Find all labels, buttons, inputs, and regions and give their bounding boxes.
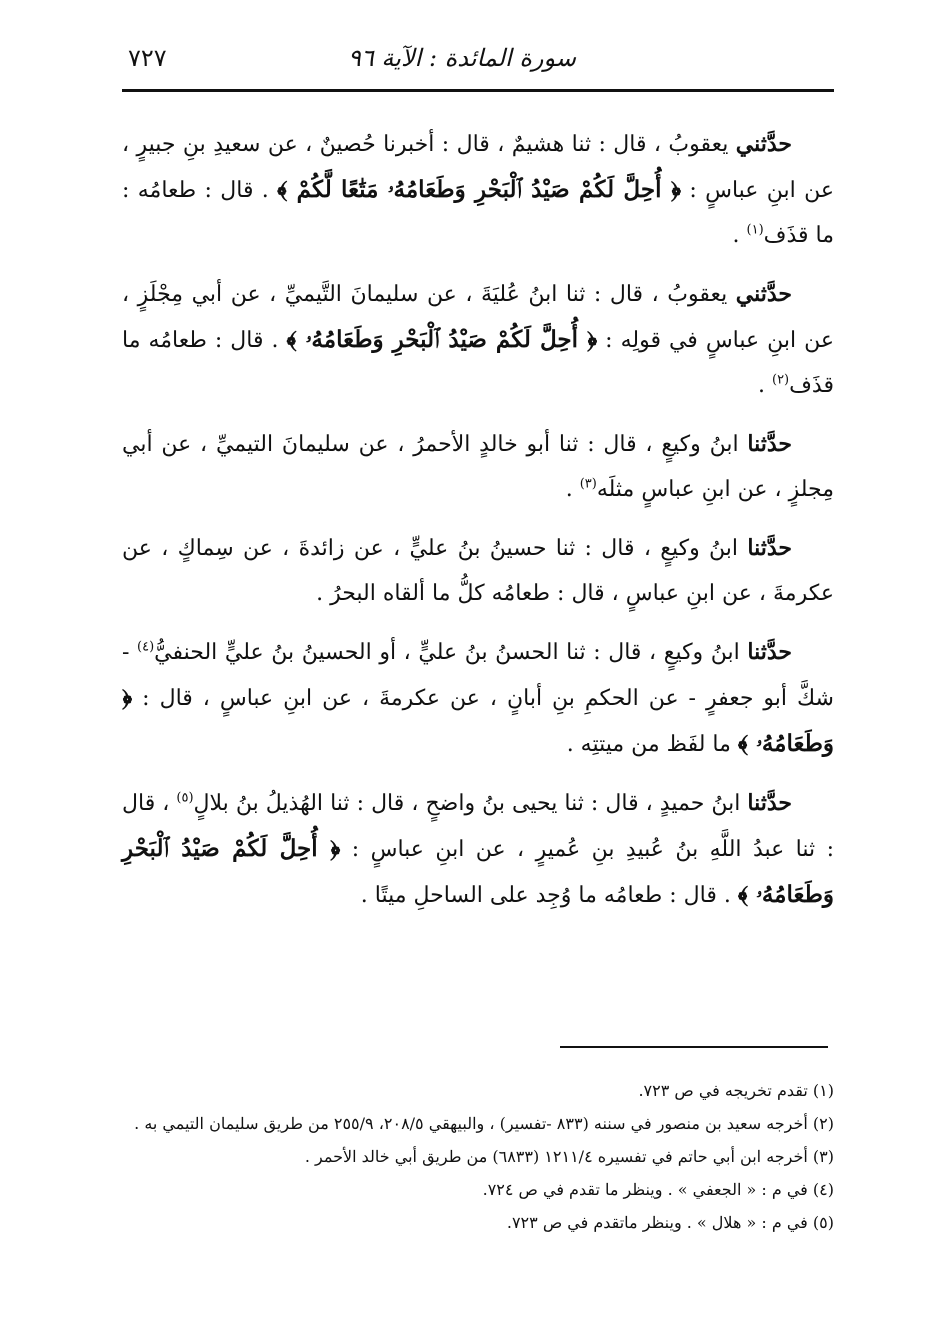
narration-end: . [565, 477, 580, 502]
narration-text-middle: - شكَّ أبو جعفرٍ - عن الحكمِ بنِ أبانٍ ، عن عكرمةَ ، عن ابنِ عباسٍ ، قال : [122, 640, 834, 711]
footnotes [122, 1074, 834, 1239]
quran-quote: ﴿ أُحِلَّ لَكُمْ صَيْدُ ٱلْبَحْرِ وَطَعَامُهُۥ مَتَٰعًا لَّكُمْ ﴾ [277, 176, 682, 203]
footnote-5: (٥) في م : « هلال » . وينظر ماتقدم في ص ٧٢٣. [506, 1213, 834, 1232]
page-number: ٧٢٧ [128, 44, 167, 72]
quran-quote: ﴿ أُحِلَّ لَكُمْ صَيْدُ ٱلْبَحْرِ وَطَعَامُهُۥ ﴾ [286, 326, 598, 353]
footnote-4: (٤) في م : « الجعفي » . وينظر ما تقدم في ص ٧٢٤. [482, 1180, 834, 1199]
footnote-separator [560, 1046, 828, 1048]
hadith-paragraph-4 [122, 526, 834, 616]
narration-text: ابنُ وكيعٍ ، قال : ثنا أبو خالدٍ الأحمرُ ، عن سليمانَ التيميِّ ، عن أبي مِجلزٍ ، عن ابنِ عباسٍ مثلَه [122, 432, 834, 502]
running-title: سورة المائدة : الآية ٩٦ [348, 44, 576, 72]
quran-quote: ﴿ وَطَعَامُهُۥ ﴾ [122, 684, 834, 757]
footnote-ref-3[interactable]: (٣) [579, 476, 597, 492]
narration-text-after: ما لفَظ من ميتتِه . [566, 732, 738, 757]
hadith-paragraph-3 [122, 422, 834, 512]
narration-text: ابنُ حميدٍ ، قال : ثنا يحيى بنُ واضحٍ ، قال : ثنا الهُذيلُ بنُ بلالٍ [193, 791, 748, 816]
footnote-3: (٣) أخرجه ابن أبي حاتم في تفسيره ١٢١١/٤ (٦٨٣٣) من طريق أبي خالد الأحمر . [304, 1147, 834, 1166]
footnote-ref-4[interactable]: (٤) [137, 639, 155, 655]
page-header [122, 38, 834, 88]
header-rule [122, 89, 834, 92]
main-text [122, 122, 834, 932]
narration-text: ابنُ وكيعٍ ، قال : ثنا حسينُ بنُ عليٍّ ، عن زائدةَ ، عن سِماكٍ ، عن عكرمةَ ، عن ابنِ عباسٍ ، قال : طعامُه كلُّ ما ألقاه البحرُ . [122, 536, 834, 606]
hadith-paragraph-5 [122, 630, 834, 767]
narration-lead: حدَّثني [735, 131, 792, 157]
footnote-ref-2[interactable]: (٢) [771, 372, 790, 388]
hadith-paragraph-2 [122, 272, 834, 408]
narration-lead: حدَّثنا [747, 639, 792, 665]
narration-lead: حدَّثني [735, 281, 792, 307]
footnote-ref-5[interactable]: (٥) [176, 790, 194, 806]
footnote-ref-1[interactable]: (١) [746, 222, 764, 238]
narration-end: . [757, 373, 772, 398]
narration-text: يعقوبُ ، قال : ثنا ابنُ عُليَةَ ، عن سليمانَ التَّيميِّ ، عن أبي مِجْلَزٍ ، عن ابنِ عباسٍ في قولِه : [122, 282, 834, 353]
narration-end: . [732, 223, 747, 248]
narration-text-after: . قال : طعامُه ما قذَف [122, 328, 834, 398]
narration-lead: حدَّثنا [747, 431, 792, 457]
narration-text: ابنُ وكيعٍ ، قال : ثنا الحسنُ بنُ عليٍّ ، أو الحسينُ بنُ عليٍّ الحنفيُّ [154, 640, 748, 665]
hadith-paragraph-6 [122, 781, 834, 918]
quran-quote: ﴿ أُحِلَّ لَكُمْ صَيْدُ ٱلْبَحْرِ وَطَعَامُهُۥ ﴾ [122, 835, 834, 908]
narration-text-middle: ، قال : ثنا عبدُ اللَّهِ بنُ عُبيدِ بنِ عُميرٍ ، عن ابنِ عباسٍ : [122, 791, 834, 862]
narration-text: يعقوبُ ، قال : ثنا هشيمٌ ، قال : أخبرنا حُصينٌ ، عن سعيدِ بنِ جبيرٍ ، عن ابنِ عباسٍ : [122, 132, 834, 203]
narration-lead: حدَّثنا [747, 535, 792, 561]
footnote-1: (١) تقدم تخريجه في ص ٧٢٣. [638, 1081, 834, 1100]
footnote-2: (٢) أخرجه سعيد بن منصور في سننه (٨٣٣ -تفسير) ، والبيهقي ٢٠٨/٥، ٢٥٥/٩ من طريق سليمان التيمي به . [134, 1114, 834, 1133]
narration-text-after: . قال : طعامُه : ما قذَف [122, 178, 834, 248]
narration-lead: حدَّثنا [747, 790, 792, 816]
hadith-paragraph-1 [122, 122, 834, 258]
narration-text-after: . قال : طعامُه ما وُجِد على الساحلِ ميتًا . [360, 883, 738, 908]
